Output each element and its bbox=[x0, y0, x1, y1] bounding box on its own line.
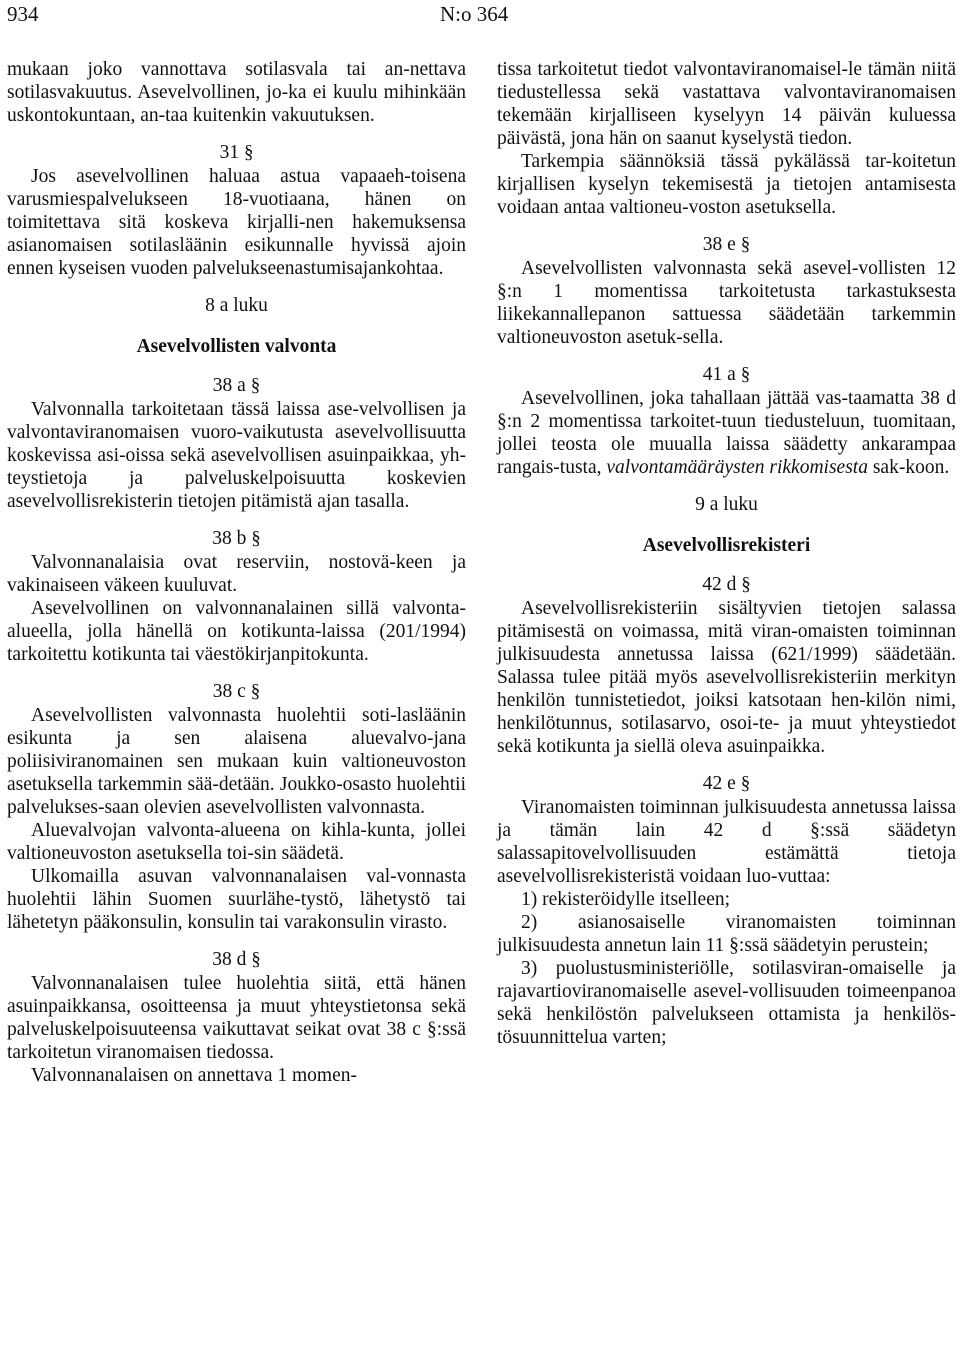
section-38b-paragraph-1: Valvonnanalaisia ovat reserviin, nostovä-keen ja vakinaiseen väkeen kuuluvat. bbox=[7, 552, 466, 596]
section-sign: § bbox=[741, 574, 751, 595]
page-header bbox=[0, 0, 960, 30]
continued-paragraph: tissa tarkoitetut tiedot valvontaviranomaisel-le tämän niitä tiedustellessa sekä vastattava valvontaviranomaisen tekemään kirjalliseen kyselyyn 14 päivän kuluessa päivästä, jona hän on saanut kyselystä tiedon. bbox=[497, 59, 956, 149]
section-heading-38d bbox=[7, 948, 466, 971]
section-heading-38b bbox=[7, 527, 466, 550]
section-41a-text-start: Asevelvollinen, joka tahallaan jättää vas-taamatta 38 d §:n 2 momentissa tarkoitet-tuun tiedusteluun, tuomitaan, jollei teosta ole muualla laissa säädetty ankarampaa rangais-tusta, bbox=[497, 388, 956, 478]
section-sign: § bbox=[740, 364, 751, 385]
chapter-title: Asevelvollisrekisteri bbox=[642, 535, 811, 556]
section-31-text: Jos asevelvollinen haluaa astua vapaaeh-toisena varusmiespalvelukseen 18-vuotiaana, hänen on toimitettava sitä koskeva kirjalli-nen hakemuksensa asianomaisen sotilasläänin esikunnalle hyvissä ajoin ennen kyseisen vuoden palvelukseenastumisajankohtaa. bbox=[7, 166, 466, 279]
section-38c-paragraph-2: Aluevalvojan valvonta-alueena on kihla-kunta, jollei valtioneuvoston asetuksella toi-sin säädetä. bbox=[7, 820, 466, 864]
section-number: 31 bbox=[219, 142, 240, 163]
section-41a-text bbox=[497, 387, 956, 479]
offence-name: valvontamääräysten rikkomisesta bbox=[606, 457, 868, 478]
chapter-title: Asevelvollisten valvonta bbox=[136, 336, 337, 357]
list-item: 3) puolustusministeriölle, sotilasviran-omaiselle ja rajavartioviranomaiselle asevel-vollisuuden toimeenpanoa sekä henkilöstön palvelukseen ottamista ja henkilös-tösuunnittelua varten; bbox=[497, 958, 956, 1048]
section-number: 38 d bbox=[212, 949, 247, 970]
section-number: 42 e bbox=[702, 773, 736, 794]
section-sign: § bbox=[250, 375, 261, 396]
section-sign: § bbox=[243, 142, 254, 163]
right-column bbox=[497, 58, 956, 1049]
section-sign: § bbox=[740, 234, 751, 255]
list-item: 1) rekisteröidylle itselleen; bbox=[521, 889, 731, 910]
page-number: 934 bbox=[7, 2, 39, 26]
section-38d-paragraph-1: Valvonnanalaisen tulee huolehtia siitä, että hänen asuinpaikkansa, osoitteensa ja muut yhteystietonsa sekä palveluskelpoisuuteensa vaikuttavat seikat ovat 38 c §:ssä tarkoitetun viranomaisen tiedossa. bbox=[7, 973, 466, 1063]
section-sign: § bbox=[251, 949, 261, 970]
section-sign: § bbox=[250, 681, 261, 702]
list-item: 2) asianosaiselle viranomaisten toiminnan julkisuudesta annetun lain 11 §:ssä säädetyin perustein; bbox=[497, 912, 956, 956]
section-heading-38c bbox=[7, 680, 466, 703]
section-heading-42e bbox=[497, 772, 956, 795]
section-number: 38 c bbox=[212, 681, 246, 702]
further-provisions-paragraph: Tarkempia säännöksiä tässä pykälässä tar-koitetun kirjallisen kyselyn tekemisestä ja tietojen antamisesta voidaan antaa valtioneu-voston asetuksella. bbox=[497, 151, 956, 218]
section-38c-paragraph-1: Asevelvollisten valvonnasta huolehtii soti-lasläänin esikunta ja sen alaisena aluevalvo-jana poliisiviranomainen sen mukaan kuin valtioneuvoston asetuksella tarkemmin sää-detään. Joukko-osasto huolehtii palvelukses-saan olevien asevelvollisten valvonnasta. bbox=[7, 705, 466, 818]
section-38c-paragraph-3: Ulkomailla asuvan valvonnanalaisen val-vonnasta huolehtii lähin Suomen suurlähe-tystö, lähetystö tai lähetetyn pääkonsulin, konsulin tai varakonsulin virasto. bbox=[7, 866, 466, 933]
section-38b-paragraph-2: Asevelvollinen on valvonnanalainen sillä valvonta-alueella, jolla hänellä on kotikunta-laissa (201/1994) tarkoitettu kotikunta tai väestökirjanpitokunta. bbox=[7, 598, 466, 665]
section-number: 42 d bbox=[702, 574, 737, 595]
section-number: 41 a bbox=[702, 364, 736, 385]
section-38e-text: Asevelvollisten valvonnasta sekä asevel-vollisten 12 §:n 1 momentissa tarkoitetusta tarkastuksesta liikekannallepanon sattuessa säädetään tarkemmin valtioneuvoston asetuk-sella. bbox=[497, 258, 956, 348]
section-41a-text-end: sak-koon. bbox=[872, 457, 950, 478]
section-heading-41a bbox=[497, 363, 956, 386]
section-42e-text: Viranomaisten toiminnan julkisuudesta annetussa laissa ja tämän lain 42 d §:ssä säädetyn salassapitovelvollisuuden estämättä tietoja asevelvollisrekisteristä voidaan luo-vuttaa: bbox=[497, 797, 956, 887]
section-number: 38 e bbox=[702, 234, 736, 255]
continued-paragraph: mukaan joko vannottava sotilasvala tai an-nettava sotilasvakuutus. Asevelvollinen, jo-ka ei kuulu mihinkään uskontokuntaan, an-taa kuitenkin vakuutuksen. bbox=[7, 59, 466, 126]
chapter-heading: 8 a luku bbox=[205, 295, 268, 316]
issue-number: N:o 364 bbox=[440, 2, 509, 26]
section-sign: § bbox=[740, 773, 751, 794]
section-38a-text: Valvonnalla tarkoitetaan tässä laissa ase-velvollisen ja valvontaviranomaisen vuoro-vaikutusta asevelvollisuutta koskevissa asi-oissa sekä asevelvollisen asuinpaikkaa, yh-teystietoja ja palveluskelpoisuutta koskevien asevelvollisrekisterin tietojen pitämistä ajan tasalla. bbox=[7, 399, 466, 512]
section-heading-38a bbox=[7, 374, 466, 397]
section-42d-text: Asevelvollisrekisteriin sisältyvien tietojen salassa pitämisestä on voimassa, mitä viran-omaisten toiminnan julkisuudesta annetussa laissa (621/1999) säädetään. Salassa tulee pitää myös asevelvollisrekisteriin merkityn henkilön tunnistetiedot, joiksi katsotaan hen-kilön nimi, henkilötunnus, sotilasarvo, osoi-te- ja muut yhteystiedot sekä kotikunta ja siellä oleva asuinpaikka. bbox=[497, 598, 956, 757]
chapter-heading: 9 a luku bbox=[695, 494, 758, 515]
section-number: 38 a bbox=[212, 375, 246, 396]
left-column bbox=[7, 58, 466, 1087]
section-heading-31 bbox=[7, 141, 466, 164]
section-heading-38e bbox=[497, 233, 956, 256]
section-number: 38 b bbox=[212, 528, 247, 549]
section-heading-42d bbox=[497, 573, 956, 596]
section-sign: § bbox=[251, 528, 261, 549]
section-38d-paragraph-2: Valvonnanalaisen on annettava 1 momen- bbox=[31, 1065, 357, 1086]
